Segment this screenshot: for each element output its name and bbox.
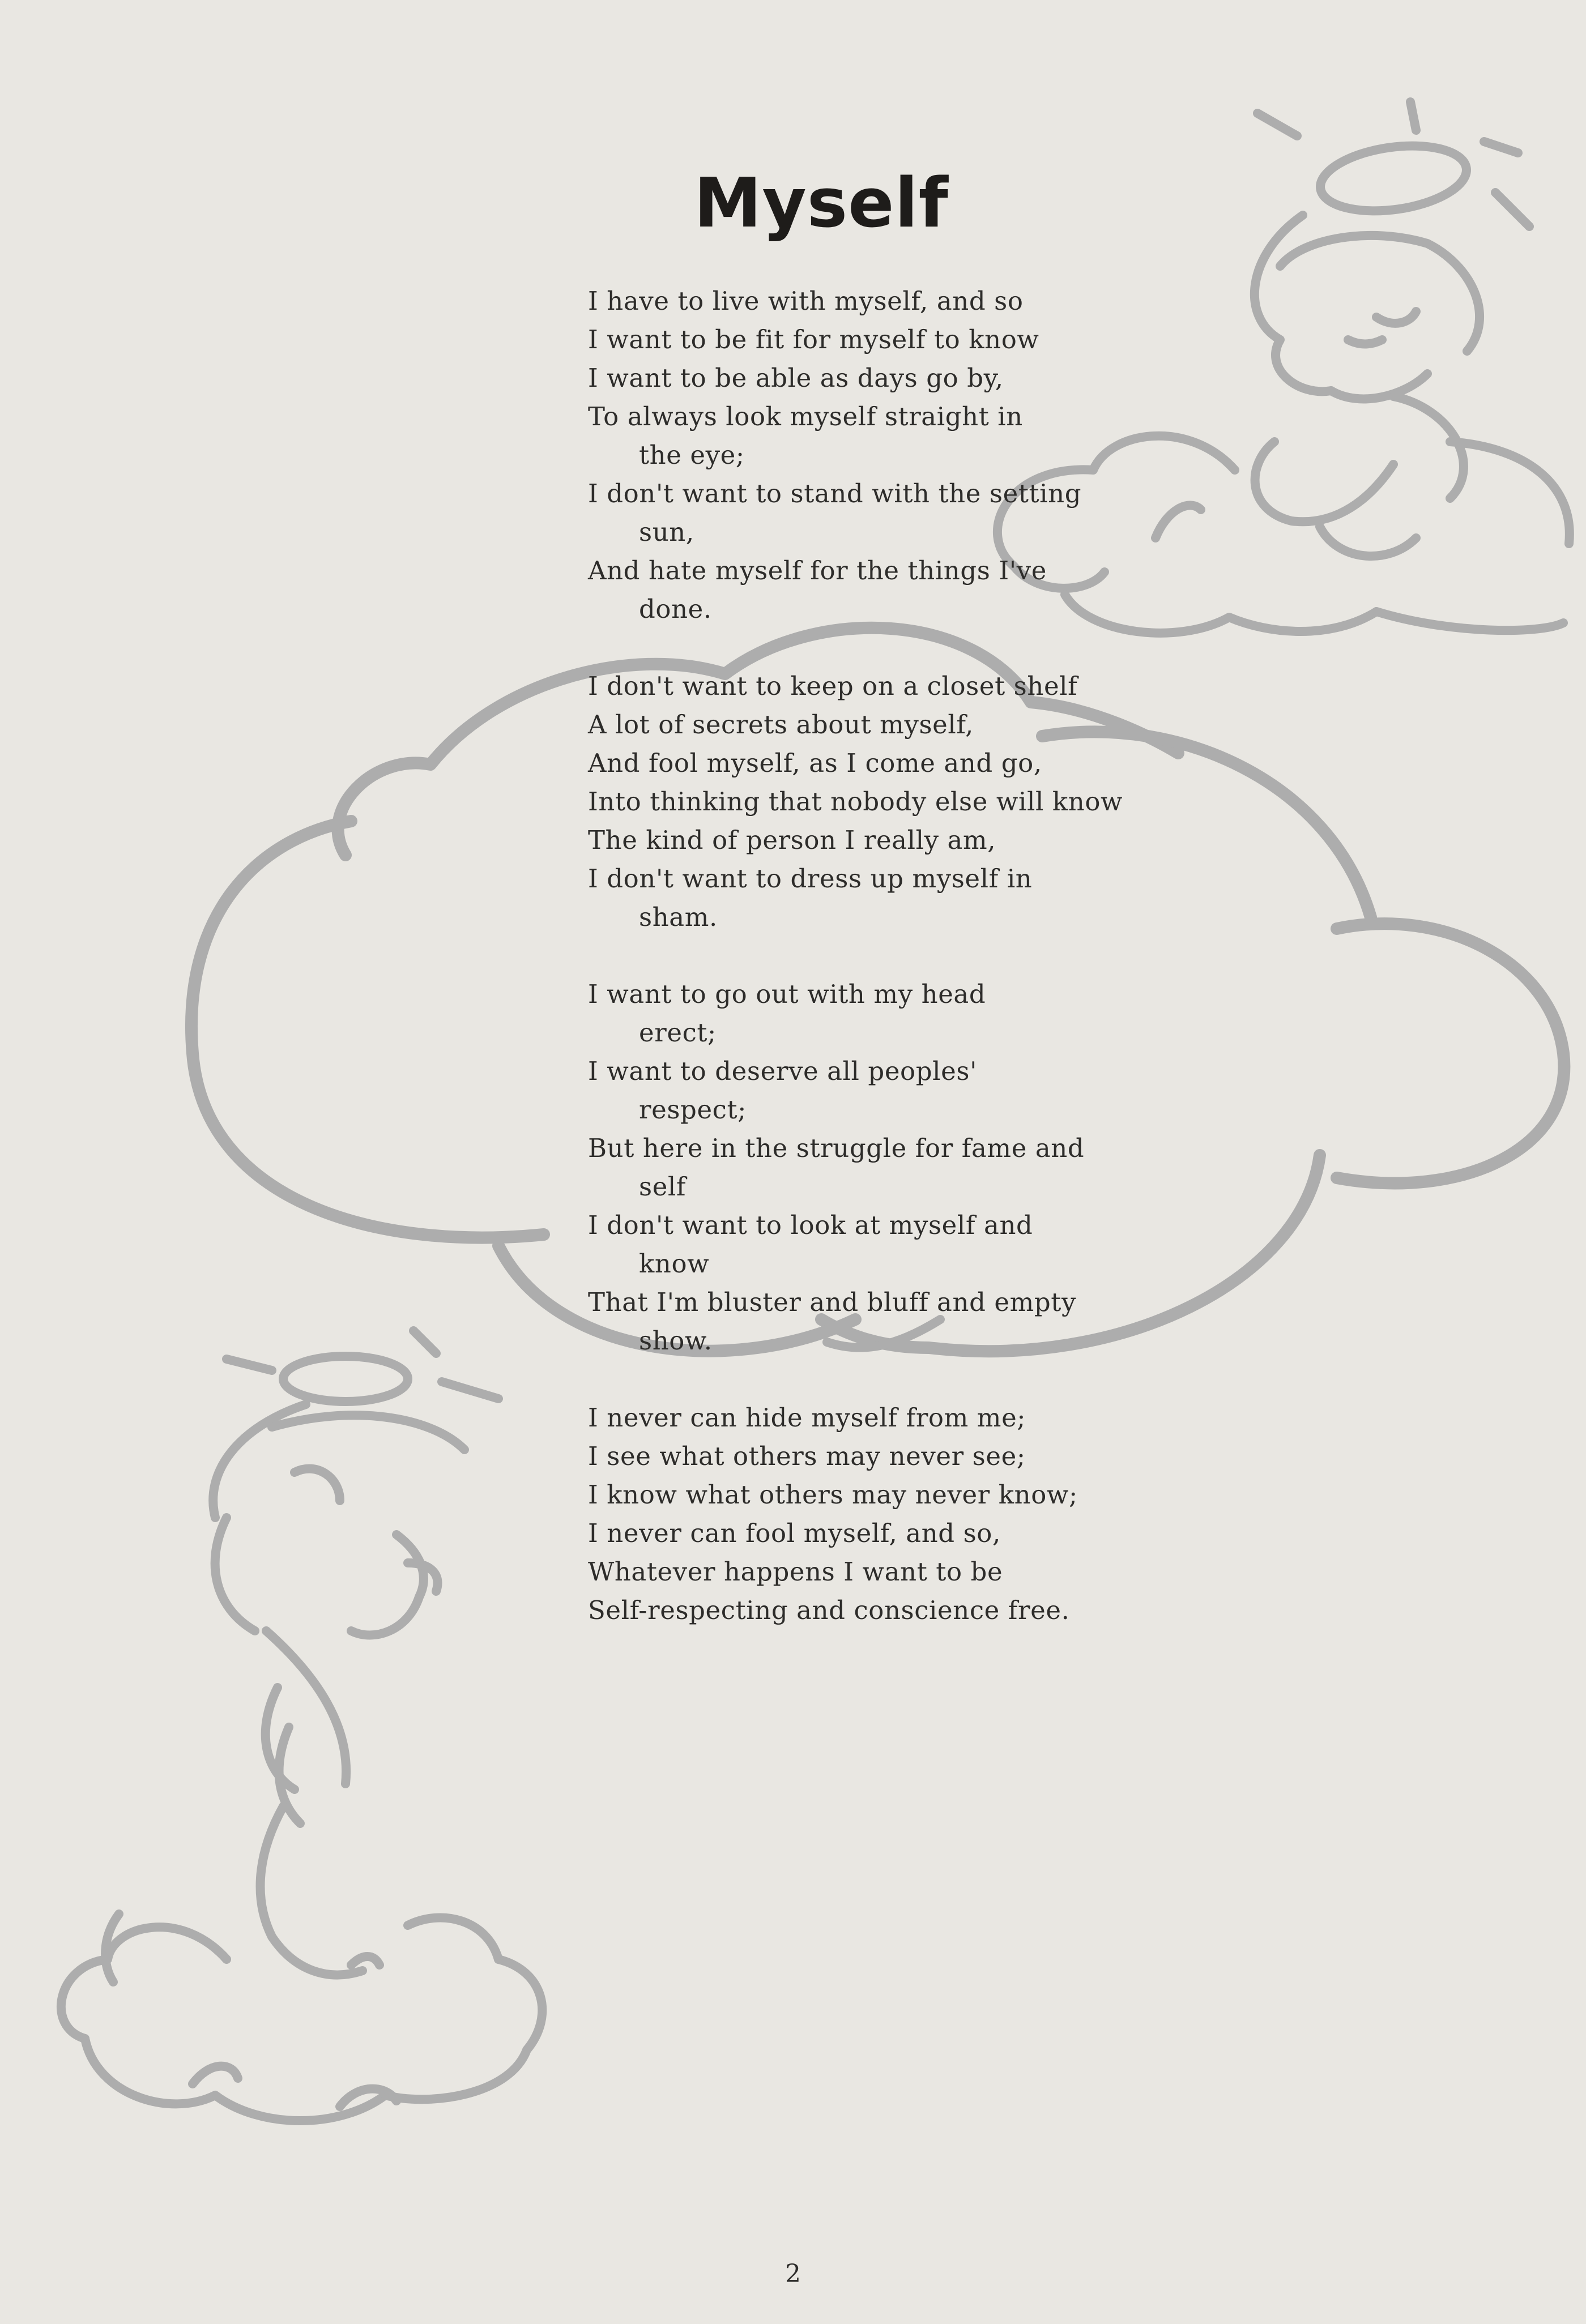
poem-line-continuation: know	[639, 1249, 710, 1279]
stanza	[588, 667, 1154, 937]
poem-line: Whatever happens I want to be	[588, 1557, 1003, 1587]
poem-line: Into thinking that nobody else will know	[588, 787, 1123, 817]
poem-line: And fool myself, as I come and go,	[588, 748, 1042, 778]
poem-line: I want to be fit for myself to know	[588, 324, 1039, 354]
poem-line: I want to deserve all peoples'	[588, 1056, 978, 1086]
poem-line: I don't want to dress up myself in	[588, 864, 1033, 894]
poem-line: But here in the struggle for fame and	[588, 1133, 1085, 1163]
poem-line-continuation: self	[639, 1172, 687, 1202]
poem-line: I have to live with myself, and so	[588, 286, 1024, 316]
poem-title: Myself	[694, 164, 949, 243]
poem-line: I don't want to look at myself and	[588, 1210, 1033, 1240]
poem-line-continuation: sun,	[639, 517, 694, 547]
poem-line-continuation: erect;	[639, 1018, 717, 1048]
page-number: 2	[785, 2259, 801, 2288]
poem-line: I never can hide myself from me;	[588, 1403, 1026, 1433]
poem-line: A lot of secrets about myself,	[588, 710, 974, 740]
poem-line: I want to go out with my head	[588, 979, 986, 1009]
stanza	[588, 1399, 1154, 1630]
poem-line: The kind of person I really am,	[588, 825, 996, 855]
stanza	[588, 282, 1154, 629]
poem-body	[588, 282, 1154, 1668]
cherub-bottom-left-illustration	[61, 1331, 542, 2121]
poem-line-continuation: the eye;	[639, 440, 745, 470]
poem-line: I know what others may never know;	[588, 1480, 1078, 1510]
poem-line-continuation: sham.	[639, 902, 718, 932]
poem-line-continuation: respect;	[639, 1095, 747, 1125]
poem-line: And hate myself for the things I've	[588, 556, 1047, 586]
poem-line: That I'm bluster and bluff and empty	[588, 1287, 1076, 1317]
poem-line: I don't want to stand with the setting	[588, 479, 1082, 509]
stanza	[588, 975, 1154, 1360]
poem-line: I want to be able as days go by,	[588, 363, 1004, 393]
poem-line-continuation: show.	[639, 1326, 713, 1356]
poem-line-continuation: done.	[639, 594, 712, 624]
poem-line: Self-respecting and conscience free.	[588, 1595, 1070, 1625]
poem-line: To always look myself straight in	[588, 401, 1023, 432]
poem-line: I never can fool myself, and so,	[588, 1518, 1001, 1548]
poem-line: I see what others may never see;	[588, 1441, 1026, 1471]
poem-line: I don't want to keep on a closet shelf	[588, 671, 1078, 701]
